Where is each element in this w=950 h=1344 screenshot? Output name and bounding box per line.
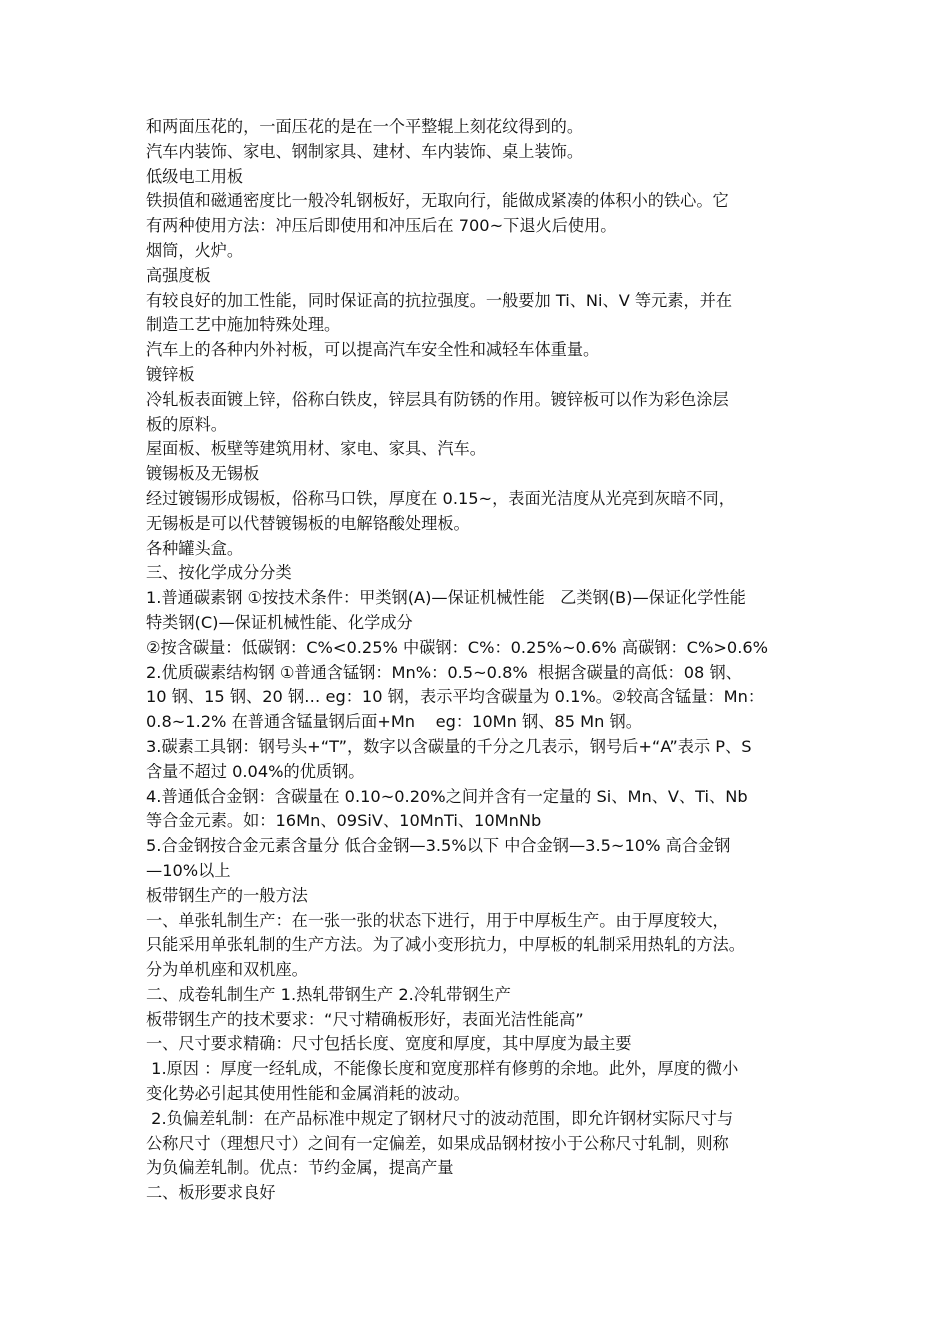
text-line: 制造工艺中施加特殊处理。 xyxy=(146,315,341,335)
text-line: 分为单机座和双机座。 xyxy=(146,960,308,980)
text-line: 铁损值和磁通密度比一般冷轧钢板好，无取向行，能做成紧凑的体积小的铁心。它 xyxy=(146,191,729,211)
text-line: 2.优质碳素结构钢 ①普通含锰钢：Mn%：0.5~0.8% 根据含碳量的高低：08 钢、 xyxy=(146,662,742,682)
text-line: 三、按化学成分分类 xyxy=(146,563,292,583)
text-line: 含量不超过 0.04%的优质钢。 xyxy=(146,761,365,781)
text-line: 4.普通低合金钢：含碳量在 0.10~0.20%之间并含有一定量的 Si、Mn、V、Ti、Nb xyxy=(146,786,748,806)
text-line: 二、板形要求良好 xyxy=(146,1183,276,1203)
document-body xyxy=(146,115,810,1206)
text-line: 经过镀锡形成锡板，俗称马口铁，厚度在 0.15~，表面光洁度从光亮到灰暗不同， xyxy=(146,488,735,508)
text-line: 只能采用单张轧制的生产方法。为了减小变形抗力，中厚板的轧制采用热轧的方法。 xyxy=(146,935,745,955)
text-line: 10 钢、15 钢、20 钢… eg：10 钢，表示平均含碳量为 0.1%。②较高含锰量：Mn： xyxy=(146,687,765,707)
text-line: 一、单张轧制生产：在一张一张的状态下进行，用于中厚板生产。由于厚度较大， xyxy=(146,910,729,930)
text-line: —10%以上 xyxy=(146,860,231,880)
text-line: 板带钢生产的技术要求：“尺寸精确板形好，表面光洁性能高” xyxy=(146,1009,584,1029)
text-line: 低级电工用板 xyxy=(146,166,244,186)
text-line: 有较良好的加工性能，同时保证高的抗拉强度。一般要加 Ti、Ni、V 等元素，并在 xyxy=(146,290,733,310)
text-line: 公称尺寸（理想尺寸）之间有一定偏差，如果成品钢材按小于公称尺寸轧制，则称 xyxy=(146,1133,729,1153)
text-line: 二、成卷轧制生产 1.热轧带钢生产 2.冷轧带钢生产 xyxy=(146,984,511,1004)
text-line: 镀锌板 xyxy=(146,364,195,384)
text-line: 2.负偏差轧制：在产品标准中规定了钢材尺寸的波动范围，即允许钢材实际尺寸与 xyxy=(146,1108,734,1128)
text-line: 有两种使用方法：冲压后即使用和冲压后在 700~下退火后使用。 xyxy=(146,216,617,236)
text-line: 烟筒，火炉。 xyxy=(146,240,244,260)
text-line: 汽车上的各种内外衬板，可以提高汽车安全性和减轻车体重量。 xyxy=(146,340,600,360)
text-line: 汽车内装饰、家电、钢制家具、建材、车内装饰、桌上装饰。 xyxy=(146,141,584,161)
text-line: 和两面压花的，一面压花的是在一个平整辊上刻花纹得到的。 xyxy=(146,117,584,136)
text-line: 无锡板是可以代替镀锡板的电解铬酸处理板。 xyxy=(146,513,470,533)
text-line: 1.普通碳素钢 ①按技术条件：甲类钢(A)—保证机械性能 乙类钢(B)—保证化学性能 xyxy=(146,588,746,608)
text-line: 镀锡板及无锡板 xyxy=(146,464,260,484)
text-line: 特类钢(C)—保证机械性能、化学成分 xyxy=(146,612,413,632)
text-line: 冷轧板表面镀上锌，俗称白铁皮，锌层具有防锈的作用。镀锌板可以作为彩色涂层 xyxy=(146,389,729,409)
text-line: 一、尺寸要求精确：尺寸包括长度、宽度和厚度，其中厚度为最主要 xyxy=(146,1034,632,1054)
text-line: 3.碳素工具钢：钢号头+“T”，数字以含碳量的千分之几表示，钢号后+“A”表示 P、S xyxy=(146,736,752,756)
text-line: 变化势必引起其使用性能和金属消耗的波动。 xyxy=(146,1084,470,1104)
text-line: 1.原因 ：厚度一经轧成，不能像长度和宽度那样有修剪的余地。此外，厚度的微小 xyxy=(146,1059,739,1079)
text-line: 等合金元素。如：16Mn、09SiV、10MnTi、10MnNb xyxy=(146,811,542,831)
text-line: 为负偏差轧制。优点：节约金属，提高产量 xyxy=(146,1158,454,1178)
text-line: 板的原料。 xyxy=(146,414,227,434)
text-line: 5.合金钢按合金元素含量分 低合金钢—3.5%以下 中合金钢—3.5~10% 高合金钢 xyxy=(146,836,731,856)
text-line: 各种罐头盒。 xyxy=(146,538,244,558)
text-line: 高强度板 xyxy=(146,265,211,285)
text-line: ②按含碳量：低碳钢：C%<0.25% 中碳钢：C%：0.25%~0.6% 高碳钢：C%>0.6% xyxy=(146,637,769,657)
text-line: 0.8~1.2% 在普通含锰量钢后面+Mn eg：10Mn 钢、85 Mn 钢。 xyxy=(146,712,642,732)
text-line: 屋面板、板壁等建筑用材、家电、家具、汽车。 xyxy=(146,439,486,459)
text-line: 板带钢生产的一般方法 xyxy=(146,885,308,905)
